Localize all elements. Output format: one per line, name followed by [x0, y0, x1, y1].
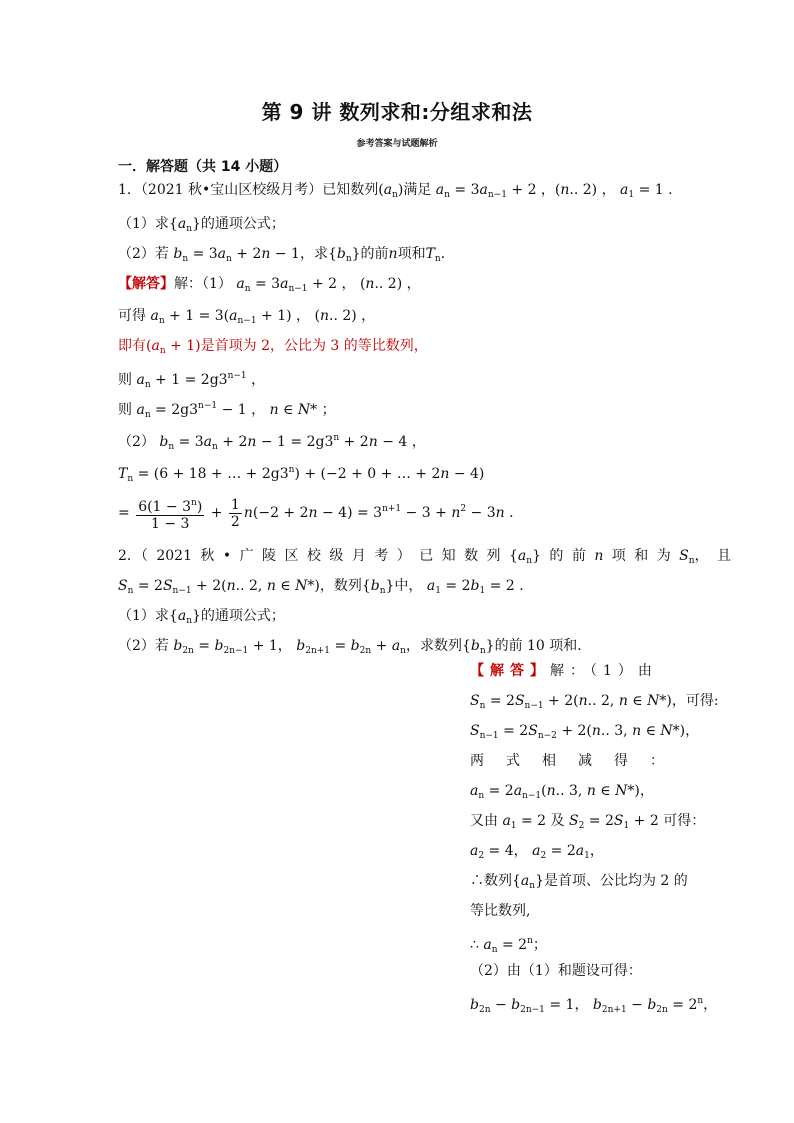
q1-step5: 则 $a_n = 2g3^{n-1} - 1$ ， n ∈ N* ； — [118, 401, 336, 420]
q1-source: 1．（2021 秋•宝山区校级月考）已知数列 — [118, 182, 379, 198]
q2-r3: 两式相减得： — [470, 753, 686, 769]
q2-r6: $a_2 = 4$， $a_2 = 2a_1$， — [470, 843, 604, 861]
q2-answer-column — [470, 656, 719, 1016]
q2-r5: 又由 $a_1 = 2$ 及 $S_2 = 2S_1 + 2$ 可得： — [470, 813, 706, 831]
q2-r1: $S_n = 2S_{n-1} + 2(n$.. 2, n ∈ N*)，可得: — [470, 693, 719, 711]
q1-step3: 即有$(a_n + 1)$是首项为 2，公比为 3 的等比数列， — [118, 338, 428, 356]
q1-statement: 1．（2021 秋•宝山区校级月考）已知数列$(a_n)$满足 $a_n = 3a_{n-1} + 2$ ，(n.. 2) ， $a_1 = 1$ . — [118, 182, 673, 200]
q1-step6: （2） $b_n = 3a_n + 2n - 1 = 2g3^n + 2n - 4$ ， — [118, 433, 426, 452]
q2-r10: （2）由（1）和题设可得： — [470, 963, 642, 979]
q2-r4: $a_n = 2a_{n-1}(n$.. 3, n ∈ N*)， — [470, 783, 654, 801]
q2-r7: ∴数列$\{a_n\}$是首项、公比均为 2 的 — [470, 873, 688, 891]
page-subtitle: 参考答案与试题解析 — [356, 139, 438, 149]
q2-r9: ∴ $a_n = 2^n$； — [470, 936, 547, 955]
q1-answer-label: 【解答】 — [118, 276, 174, 292]
q1-cond-text: 满足 — [403, 182, 432, 198]
q1-part1: （1）求$\{a_n\}$的通项公式； — [118, 216, 285, 234]
q2-r8: 等比数列, — [470, 903, 531, 919]
q2-part2: （2）若 $b_{2n} = b_{2n-1} + 1$， $b_{2n+1} = b_{2n} + a_n$，求数列$\{b_n\}$的前 10 项和． — [118, 638, 592, 656]
q2-condition: $S_n = 2S_{n-1} + 2(n$.. 2, n ∈ N*)，数列$\{b_n\}$中， $a_1 = 2b_1 = 2$ . — [118, 578, 524, 596]
q1-step4: 则 $a_n + 1 = 2g3^{n-1}$ ， — [118, 371, 266, 390]
q2-statement: 2．（ 2021 秋 • 广 陵 区 校 级 月 考 ） 已 知 数 列 $\{a_n\}$ 的 前 n 项 和 为 $S_n$， 且 — [118, 548, 732, 566]
q1-step2: 可得 $a_n + 1 = 3(a_{n-1} + 1)$ ， (n.. 2) ， — [118, 308, 376, 326]
q1-part2: （2）若 $b_n = 3a_n + 2n - 1$，求$\{b_n\}$的前n项和$T_n$． — [118, 246, 455, 264]
q1-answer-intro: 解：（1） — [174, 276, 232, 292]
q1-step8: = $\frac{6(1 - 3^n)}{1 - 3}$ + $\frac{1}{2}$ $n(-2 + 2n - 4) = 3^{n+1} - 3 + n^2 - 3n$ . — [118, 496, 514, 532]
q2-answer-header: 【解答】解：（1）由 — [470, 663, 658, 679]
q2-r2: $S_{n-1} = 2S_{n-2} + 2(n$.. 3, n ∈ N*)， — [470, 723, 700, 741]
section-title: 一．解答题（共 14 小题） — [118, 159, 288, 175]
q1-step7: $T_n = (6 + 18$ + … + $2g3^n) + (-2 + 0$ + … + 2n − 4) — [118, 465, 485, 484]
page-title: 第 9 讲 数列求和:分组求和法 — [261, 100, 533, 124]
q1-answer-line: 【解答】解：（1） $a_n = 3a_{n-1} + 2$ ， (n.. 2) ， — [118, 276, 421, 294]
q2-part1: （1）求$\{a_n\}$的通项公式； — [118, 608, 285, 626]
q2-r11: $b_{2n} - b_{2n-1} = 1$， $b_{2n+1} - b_{2n} = 2^n$， — [470, 996, 718, 1015]
